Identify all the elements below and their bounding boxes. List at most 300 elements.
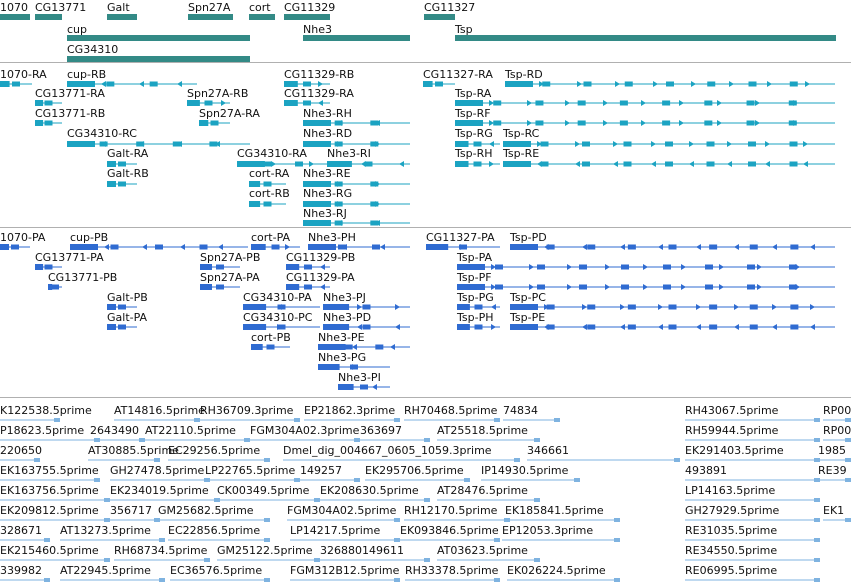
protein-feature-glyph-exon[interactable] — [587, 325, 595, 330]
transcript-feature-glyph-exon[interactable] — [535, 101, 543, 106]
est-feature-label[interactable]: EK234019.5prime — [110, 484, 209, 497]
protein-feature-glyph-exon[interactable] — [216, 285, 224, 290]
est-feature-glyph-end[interactable] — [845, 438, 851, 442]
protein-feature-glyph-exon[interactable] — [790, 325, 798, 330]
transcript-feature-glyph-exon[interactable] — [0, 81, 10, 87]
gene-feature-label[interactable]: cort — [249, 1, 271, 14]
est-feature-glyph-end[interactable] — [194, 418, 200, 422]
est-feature-glyph-end[interactable] — [574, 478, 580, 482]
est-feature-glyph-end[interactable] — [394, 418, 400, 422]
transcript-feature-label[interactable]: Spn27A-RA — [199, 107, 260, 120]
transcript-feature-label[interactable]: CG13771-RB — [35, 107, 106, 120]
protein-feature-glyph-exon[interactable] — [200, 245, 208, 250]
transcript-feature-glyph-exon[interactable] — [211, 121, 219, 126]
transcript-feature-glyph-exon[interactable] — [624, 162, 632, 167]
transcript-feature-glyph-exon[interactable] — [474, 162, 482, 167]
gene-feature-label[interactable]: Galt — [107, 1, 130, 14]
est-feature-glyph-end[interactable] — [94, 478, 100, 482]
protein-feature-label[interactable]: CG34310-PA — [243, 291, 312, 304]
protein-feature-glyph-exon[interactable] — [510, 304, 538, 310]
est-feature-glyph-end[interactable] — [264, 538, 270, 542]
transcript-feature-glyph-exon[interactable] — [187, 100, 200, 106]
transcript-feature-label[interactable]: cort-RB — [249, 187, 290, 200]
est-feature-label[interactable]: 328671 — [0, 524, 42, 537]
protein-feature-glyph-exon[interactable] — [360, 385, 368, 390]
est-feature-label[interactable]: EK1 — [823, 504, 845, 517]
protein-feature-glyph-exon[interactable] — [537, 265, 545, 270]
transcript-feature-glyph-exon[interactable] — [45, 101, 53, 106]
est-feature-label[interactable]: IP14930.5prime — [481, 464, 569, 477]
transcript-feature-label[interactable]: CG34310-RC — [67, 127, 137, 140]
protein-feature-glyph-exon[interactable] — [705, 265, 713, 270]
transcript-feature-label[interactable]: cort-RA — [249, 167, 290, 180]
protein-feature-glyph-exon[interactable] — [747, 285, 755, 290]
transcript-feature-glyph-exon[interactable] — [435, 82, 443, 87]
gene-feature-glyph[interactable] — [249, 14, 275, 20]
est-feature-glyph-end[interactable] — [534, 498, 540, 502]
protein-feature-glyph-exon[interactable] — [709, 325, 717, 330]
protein-feature-glyph-exon[interactable] — [308, 244, 336, 250]
transcript-feature-label[interactable]: Tsp-RC — [503, 127, 540, 140]
est-feature-label[interactable]: EK291403.5prime — [685, 444, 784, 457]
est-feature-glyph-end[interactable] — [159, 538, 165, 542]
protein-feature-glyph-exon[interactable] — [790, 245, 798, 250]
est-feature-glyph-end[interactable] — [244, 438, 250, 442]
est-feature-glyph-end[interactable] — [614, 518, 620, 522]
transcript-feature-label[interactable]: cup-RB — [67, 68, 107, 81]
est-feature-label[interactable]: RH70468.5prime — [404, 404, 498, 417]
gene-feature-glyph[interactable] — [107, 14, 137, 20]
est-feature-glyph-end[interactable] — [814, 438, 820, 442]
transcript-feature-glyph-exon[interactable] — [284, 100, 298, 106]
protein-feature-glyph-exon[interactable] — [107, 304, 116, 310]
protein-feature-label[interactable]: CG11329-PA — [286, 271, 355, 284]
protein-feature-glyph-exon[interactable] — [118, 325, 126, 330]
transcript-feature-label[interactable]: Tsp-RH — [455, 147, 493, 160]
est-feature-label[interactable]: RE31035.5prime — [685, 524, 778, 537]
transcript-feature-label[interactable]: Tsp-RD — [505, 68, 543, 81]
transcript-feature-label[interactable]: Galt-RA — [107, 147, 149, 160]
protein-feature-glyph-exon[interactable] — [0, 244, 9, 250]
transcript-feature-label[interactable]: Tsp-RG — [455, 127, 493, 140]
est-feature-label[interactable]: FGM312B12.5prime — [290, 564, 400, 577]
est-feature-label[interactable]: EK093846.5prime — [400, 524, 499, 537]
protein-feature-label[interactable]: CG13771-PB — [48, 271, 118, 284]
est-feature-label[interactable]: RH68734.5prime — [114, 544, 208, 557]
transcript-feature-label[interactable]: CG34310-RA — [237, 147, 307, 160]
transcript-feature-glyph-exon[interactable] — [749, 82, 757, 87]
protein-feature-label[interactable]: Tsp-PD — [510, 231, 547, 244]
transcript-feature-label[interactable]: Tsp-RA — [455, 87, 492, 100]
protein-feature-glyph-exon[interactable] — [363, 325, 371, 330]
est-feature-glyph-end[interactable] — [354, 478, 360, 482]
est-feature-label[interactable]: RE34550.5prime — [685, 544, 778, 557]
est-feature-label[interactable]: GM25122.5prime — [217, 544, 313, 557]
protein-feature-glyph-exon[interactable] — [621, 265, 629, 270]
protein-feature-glyph-exon[interactable] — [243, 324, 266, 330]
protein-feature-label[interactable]: Galt-PA — [107, 311, 148, 324]
protein-feature-glyph-exon[interactable] — [750, 325, 758, 330]
protein-feature-glyph-exon[interactable] — [375, 345, 383, 350]
protein-feature-glyph-exon[interactable] — [510, 244, 538, 250]
est-feature-label[interactable]: RP00 — [823, 424, 851, 437]
transcript-feature-glyph-exon[interactable] — [303, 120, 331, 126]
est-feature-glyph-end[interactable] — [34, 458, 40, 462]
est-feature-label[interactable]: CK00349.5prime — [217, 484, 310, 497]
transcript-feature-glyph-exon[interactable] — [704, 101, 712, 106]
protein-feature-label[interactable]: CG13771-PA — [35, 251, 104, 264]
est-feature-glyph-end[interactable] — [424, 498, 430, 502]
transcript-feature-glyph-exon[interactable] — [455, 161, 469, 167]
protein-feature-glyph-exon[interactable] — [70, 244, 98, 250]
transcript-feature-glyph-exon[interactable] — [45, 121, 53, 126]
est-feature-label[interactable]: EK163756.5prime — [0, 484, 99, 497]
est-feature-glyph-end[interactable] — [554, 418, 560, 422]
est-feature-label[interactable]: EK185841.5prime — [505, 504, 604, 517]
transcript-feature-label[interactable]: Nhe3-RG — [303, 187, 353, 200]
protein-feature-glyph-exon[interactable] — [111, 245, 119, 250]
est-feature-glyph-end[interactable] — [104, 498, 110, 502]
protein-feature-glyph-exon[interactable] — [579, 265, 587, 270]
transcript-feature-glyph-exon[interactable] — [666, 82, 674, 87]
transcript-feature-glyph-exon[interactable] — [150, 82, 158, 87]
protein-feature-glyph-exon[interactable] — [118, 305, 126, 310]
transcript-feature-label[interactable]: CG11329-RB — [284, 68, 355, 81]
est-feature-glyph-end[interactable] — [814, 538, 820, 542]
est-feature-label[interactable]: RH12170.5prime — [404, 504, 498, 517]
gene-feature-glyph[interactable] — [188, 14, 233, 20]
transcript-feature-glyph-exon[interactable] — [295, 162, 303, 167]
est-feature-label[interactable]: AT03623.5prime — [437, 544, 528, 557]
protein-feature-label[interactable]: cort-PB — [251, 331, 291, 344]
protein-feature-glyph-exon[interactable] — [747, 265, 755, 270]
protein-feature-glyph-exon[interactable] — [457, 284, 485, 290]
protein-feature-glyph-exon[interactable] — [475, 305, 483, 310]
est-feature-glyph-end[interactable] — [44, 538, 50, 542]
transcript-feature-label[interactable]: CG11329-RA — [284, 87, 354, 100]
gene-feature-label[interactable]: cup — [67, 23, 88, 36]
protein-feature-glyph-exon[interactable] — [323, 304, 349, 310]
est-feature-label[interactable]: LP22765.5prime — [205, 464, 296, 477]
est-feature-label[interactable]: FGM304A02.3prime — [250, 424, 360, 437]
est-feature-glyph-end[interactable] — [354, 438, 360, 442]
gene-feature-label[interactable]: Tsp — [455, 23, 473, 36]
est-feature-label[interactable]: RE39 — [818, 464, 847, 477]
est-feature-label[interactable]: AT25518.5prime — [437, 424, 528, 437]
protein-feature-glyph-exon[interactable] — [338, 384, 354, 390]
transcript-feature-glyph-exon[interactable] — [264, 182, 272, 187]
est-feature-glyph-end[interactable] — [104, 558, 110, 562]
transcript-feature-glyph-exon[interactable] — [67, 141, 95, 147]
transcript-feature-glyph-exon[interactable] — [790, 162, 798, 167]
est-feature-label[interactable]: RH33378.5prime — [405, 564, 499, 577]
protein-feature-label[interactable]: CG34310-PC — [243, 311, 313, 324]
transcript-feature-glyph-exon[interactable] — [620, 101, 628, 106]
protein-feature-glyph-exon[interactable] — [286, 284, 299, 290]
transcript-feature-glyph-exon[interactable] — [118, 182, 126, 187]
est-feature-glyph-end[interactable] — [104, 518, 110, 522]
est-feature-label[interactable]: EC29256.5prime — [168, 444, 261, 457]
est-feature-glyph-end[interactable] — [814, 418, 820, 422]
protein-feature-label[interactable]: Nhe3-PE — [318, 331, 365, 344]
gene-feature-label[interactable]: CG11327 — [424, 1, 476, 14]
est-feature-glyph-end[interactable] — [424, 558, 430, 562]
est-feature-label[interactable]: 74834 — [503, 404, 538, 417]
transcript-feature-glyph-exon[interactable] — [707, 82, 715, 87]
protein-feature-glyph-exon[interactable] — [537, 285, 545, 290]
protein-feature-glyph-exon[interactable] — [457, 324, 470, 330]
protein-feature-glyph-exon[interactable] — [709, 305, 717, 310]
est-feature-label[interactable]: FGM304A02.5prime — [287, 504, 397, 517]
est-feature-label[interactable]: 356717 — [110, 504, 152, 517]
transcript-feature-glyph-exon[interactable] — [624, 142, 632, 147]
est-feature-label[interactable]: EK209812.5prime — [0, 504, 99, 517]
transcript-feature-glyph-exon[interactable] — [665, 162, 673, 167]
protein-feature-glyph-exon[interactable] — [251, 344, 263, 350]
protein-feature-label[interactable]: cort-PA — [251, 231, 291, 244]
transcript-feature-glyph-exon[interactable] — [12, 82, 20, 87]
protein-feature-glyph-exon[interactable] — [318, 364, 340, 370]
transcript-feature-glyph-exon[interactable] — [578, 101, 586, 106]
est-feature-label[interactable]: EP21862.3prime — [304, 404, 396, 417]
transcript-feature-glyph-exon[interactable] — [264, 162, 272, 167]
transcript-feature-label[interactable]: Tsp-RE — [503, 147, 540, 160]
est-feature-glyph-end[interactable] — [394, 538, 400, 542]
protein-feature-glyph-exon[interactable] — [790, 305, 798, 310]
transcript-feature-glyph-exon[interactable] — [707, 142, 715, 147]
protein-feature-glyph-exon[interactable] — [372, 245, 380, 250]
est-feature-glyph-end[interactable] — [264, 578, 270, 582]
est-feature-glyph-end[interactable] — [845, 478, 851, 482]
transcript-feature-glyph-exon[interactable] — [747, 121, 755, 126]
transcript-feature-label[interactable]: CG11327-RA — [423, 68, 493, 81]
gene-feature-glyph[interactable] — [455, 35, 836, 41]
est-feature-glyph-end[interactable] — [614, 538, 620, 542]
est-feature-label[interactable]: K122538.5prime — [0, 404, 92, 417]
protein-feature-glyph-exon[interactable] — [705, 285, 713, 290]
transcript-feature-glyph-exon[interactable] — [535, 121, 543, 126]
protein-feature-glyph-exon[interactable] — [426, 244, 448, 250]
gene-feature-glyph[interactable] — [0, 14, 30, 20]
est-feature-label[interactable]: EC22856.5prime — [168, 524, 261, 537]
est-feature-label[interactable]: GH27929.5prime — [685, 504, 780, 517]
est-feature-glyph-end[interactable] — [494, 418, 500, 422]
est-feature-glyph-end[interactable] — [314, 558, 320, 562]
transcript-feature-glyph-exon[interactable] — [493, 101, 501, 106]
protein-feature-glyph-exon[interactable] — [304, 265, 312, 270]
transcript-feature-glyph-exon[interactable] — [748, 142, 756, 147]
transcript-feature-label[interactable]: Nhe3-RE — [303, 167, 351, 180]
transcript-feature-glyph-exon[interactable] — [584, 82, 592, 87]
gene-feature-glyph[interactable] — [67, 35, 250, 41]
transcript-feature-label[interactable]: Tsp-RF — [455, 107, 491, 120]
gene-feature-glyph[interactable] — [424, 14, 455, 20]
est-feature-label[interactable]: GH27478.5prime — [110, 464, 205, 477]
protein-feature-glyph-exon[interactable] — [107, 324, 116, 330]
protein-feature-glyph-exon[interactable] — [669, 305, 677, 310]
est-feature-label[interactable]: AT30885.5prime — [88, 444, 179, 457]
est-feature-glyph-end[interactable] — [845, 418, 851, 422]
transcript-feature-label[interactable]: CG13771-RA — [35, 87, 105, 100]
est-feature-glyph-end[interactable] — [394, 518, 400, 522]
est-feature-glyph-end[interactable] — [845, 458, 851, 462]
transcript-feature-glyph-exon[interactable] — [106, 82, 114, 87]
protein-feature-glyph-exon[interactable] — [304, 285, 312, 290]
protein-feature-label[interactable]: Tsp-PH — [457, 311, 494, 324]
est-feature-glyph-end[interactable] — [814, 578, 820, 582]
transcript-feature-glyph-exon[interactable] — [264, 202, 272, 207]
est-feature-label[interactable]: EK215460.5prime — [0, 544, 99, 557]
protein-feature-label[interactable]: 1070-PA — [0, 231, 46, 244]
protein-feature-label[interactable]: Tsp-PG — [457, 291, 494, 304]
protein-feature-label[interactable]: Nhe3-PH — [308, 231, 356, 244]
protein-feature-label[interactable]: Nhe3-PD — [323, 311, 372, 324]
protein-feature-glyph-exon[interactable] — [457, 264, 485, 270]
protein-feature-glyph-exon[interactable] — [587, 305, 595, 310]
est-feature-label[interactable]: 149257 — [300, 464, 342, 477]
transcript-feature-glyph-exon[interactable] — [199, 120, 208, 126]
transcript-feature-glyph-exon[interactable] — [503, 161, 531, 167]
transcript-feature-glyph-exon[interactable] — [249, 201, 260, 207]
protein-feature-glyph-exon[interactable] — [495, 285, 503, 290]
transcript-feature-glyph-exon[interactable] — [578, 121, 586, 126]
protein-feature-glyph-exon[interactable] — [709, 245, 717, 250]
protein-feature-glyph-exon[interactable] — [363, 305, 371, 310]
transcript-feature-glyph-exon[interactable] — [303, 82, 311, 87]
gene-feature-label[interactable]: Nhe3 — [303, 23, 332, 36]
gene-feature-glyph[interactable] — [35, 14, 62, 20]
protein-feature-glyph-exon[interactable] — [243, 304, 266, 310]
transcript-feature-glyph-exon[interactable] — [665, 142, 673, 147]
transcript-feature-glyph-exon[interactable] — [505, 81, 533, 87]
transcript-feature-glyph-exon[interactable] — [493, 121, 501, 126]
protein-feature-label[interactable]: Tsp-PA — [457, 251, 493, 264]
est-feature-label[interactable]: EK026224.5prime — [507, 564, 606, 577]
gene-feature-label[interactable]: CG11329 — [284, 1, 336, 14]
protein-feature-glyph-exon[interactable] — [510, 324, 538, 330]
protein-feature-glyph-exon[interactable] — [200, 264, 212, 270]
protein-feature-label[interactable]: Nhe3-PJ — [323, 291, 366, 304]
transcript-feature-glyph-exon[interactable] — [303, 101, 311, 106]
est-feature-label[interactable]: 220650 — [0, 444, 42, 457]
protein-feature-label[interactable]: Tsp-PF — [457, 271, 492, 284]
protein-feature-label[interactable]: Nhe3-PI — [338, 371, 381, 384]
est-feature-label[interactable]: 2643490 — [90, 424, 139, 437]
est-feature-glyph-end[interactable] — [314, 498, 320, 502]
gene-feature-label[interactable]: CG13771 — [35, 1, 87, 14]
est-feature-label[interactable]: RP00 — [823, 404, 851, 417]
est-feature-glyph-end[interactable] — [534, 558, 540, 562]
est-feature-label[interactable]: RE06995.5prime — [685, 564, 778, 577]
est-feature-label[interactable]: AT28476.5prime — [437, 484, 528, 497]
est-feature-label[interactable]: LP14163.5prime — [685, 484, 776, 497]
transcript-feature-label[interactable]: Spn27A-RB — [187, 87, 249, 100]
est-feature-glyph-end[interactable] — [394, 578, 400, 582]
est-feature-label[interactable]: 363697 — [360, 424, 402, 437]
transcript-feature-glyph-exon[interactable] — [662, 121, 670, 126]
protein-feature-glyph-exon[interactable] — [267, 345, 275, 350]
est-feature-glyph-end[interactable] — [514, 458, 520, 462]
protein-feature-glyph-exon[interactable] — [11, 245, 19, 250]
est-feature-label[interactable]: EK163755.5prime — [0, 464, 99, 477]
est-feature-glyph-end[interactable] — [264, 518, 270, 522]
transcript-feature-glyph-exon[interactable] — [582, 142, 590, 147]
protein-feature-label[interactable]: Tsp-PE — [510, 311, 546, 324]
transcript-feature-glyph-exon[interactable] — [35, 120, 43, 126]
protein-feature-glyph-exon[interactable] — [457, 304, 470, 310]
transcript-feature-label[interactable]: Galt-RB — [107, 167, 149, 180]
transcript-feature-glyph-exon[interactable] — [790, 82, 798, 87]
protein-feature-glyph-exon[interactable] — [495, 265, 503, 270]
est-feature-glyph-end[interactable] — [44, 578, 50, 582]
protein-feature-glyph-exon[interactable] — [475, 325, 483, 330]
transcript-feature-label[interactable]: 1070-RA — [0, 68, 47, 81]
protein-feature-glyph-exon[interactable] — [669, 245, 677, 250]
est-feature-label[interactable]: 339982 — [0, 564, 42, 577]
transcript-feature-glyph-exon[interactable] — [474, 142, 482, 147]
est-feature-label[interactable]: 1985 — [818, 444, 846, 457]
protein-feature-glyph-exon[interactable] — [51, 285, 59, 290]
protein-feature-label[interactable]: Spn27A-PB — [200, 251, 261, 264]
protein-feature-glyph-exon[interactable] — [621, 285, 629, 290]
est-feature-glyph-end[interactable] — [464, 478, 470, 482]
protein-feature-glyph-exon[interactable] — [663, 285, 671, 290]
protein-feature-glyph-exon[interactable] — [587, 245, 595, 250]
est-feature-label[interactable]: 346661 — [527, 444, 569, 457]
transcript-feature-glyph-exon[interactable] — [303, 220, 331, 226]
protein-feature-glyph-exon[interactable] — [750, 245, 758, 250]
est-feature-label[interactable]: RH43067.5prime — [685, 404, 779, 417]
est-feature-glyph-end[interactable] — [814, 558, 820, 562]
est-feature-glyph-end[interactable] — [534, 438, 540, 442]
transcript-feature-glyph-exon[interactable] — [107, 181, 116, 187]
protein-feature-glyph-exon[interactable] — [45, 265, 53, 270]
transcript-feature-glyph-exon[interactable] — [455, 120, 483, 126]
est-feature-label[interactable]: RH59944.5prime — [685, 424, 779, 437]
est-feature-glyph-end[interactable] — [494, 578, 500, 582]
transcript-feature-label[interactable]: Nhe3-RJ — [303, 207, 347, 220]
protein-feature-glyph-exon[interactable] — [216, 265, 224, 270]
protein-feature-glyph-exon[interactable] — [323, 324, 349, 330]
est-feature-label[interactable]: LP14217.5prime — [290, 524, 381, 537]
protein-feature-glyph-exon[interactable] — [663, 265, 671, 270]
protein-feature-label[interactable]: cup-PB — [70, 231, 109, 244]
protein-feature-label[interactable]: Tsp-PC — [510, 291, 546, 304]
est-feature-label[interactable]: EC36576.5prime — [170, 564, 263, 577]
est-feature-label[interactable]: EK295706.5prime — [365, 464, 464, 477]
est-feature-label[interactable]: P18623.5prime — [0, 424, 85, 437]
gene-feature-glyph[interactable] — [284, 14, 330, 20]
protein-feature-glyph-exon[interactable] — [272, 245, 280, 250]
est-feature-glyph-end[interactable] — [814, 498, 820, 502]
transcript-feature-glyph-exon[interactable] — [35, 100, 43, 106]
est-feature-glyph-end[interactable] — [294, 478, 300, 482]
est-feature-glyph-end[interactable] — [204, 558, 210, 562]
gene-feature-glyph[interactable] — [67, 56, 250, 62]
est-feature-label[interactable]: AT13273.5prime — [60, 524, 151, 537]
est-feature-label[interactable]: AT22945.5prime — [60, 564, 151, 577]
est-feature-glyph-end[interactable] — [264, 458, 270, 462]
est-feature-label[interactable]: GM25682.5prime — [158, 504, 254, 517]
est-feature-glyph-end[interactable] — [54, 418, 60, 422]
est-feature-glyph-end[interactable] — [614, 578, 620, 582]
est-feature-label[interactable]: 326880149611 — [320, 544, 404, 557]
protein-feature-glyph-exon[interactable] — [669, 325, 677, 330]
transcript-feature-glyph-exon[interactable] — [707, 162, 715, 167]
est-feature-glyph-end[interactable] — [294, 418, 300, 422]
est-feature-glyph-end[interactable] — [845, 518, 851, 522]
transcript-feature-glyph-exon[interactable] — [423, 81, 433, 87]
